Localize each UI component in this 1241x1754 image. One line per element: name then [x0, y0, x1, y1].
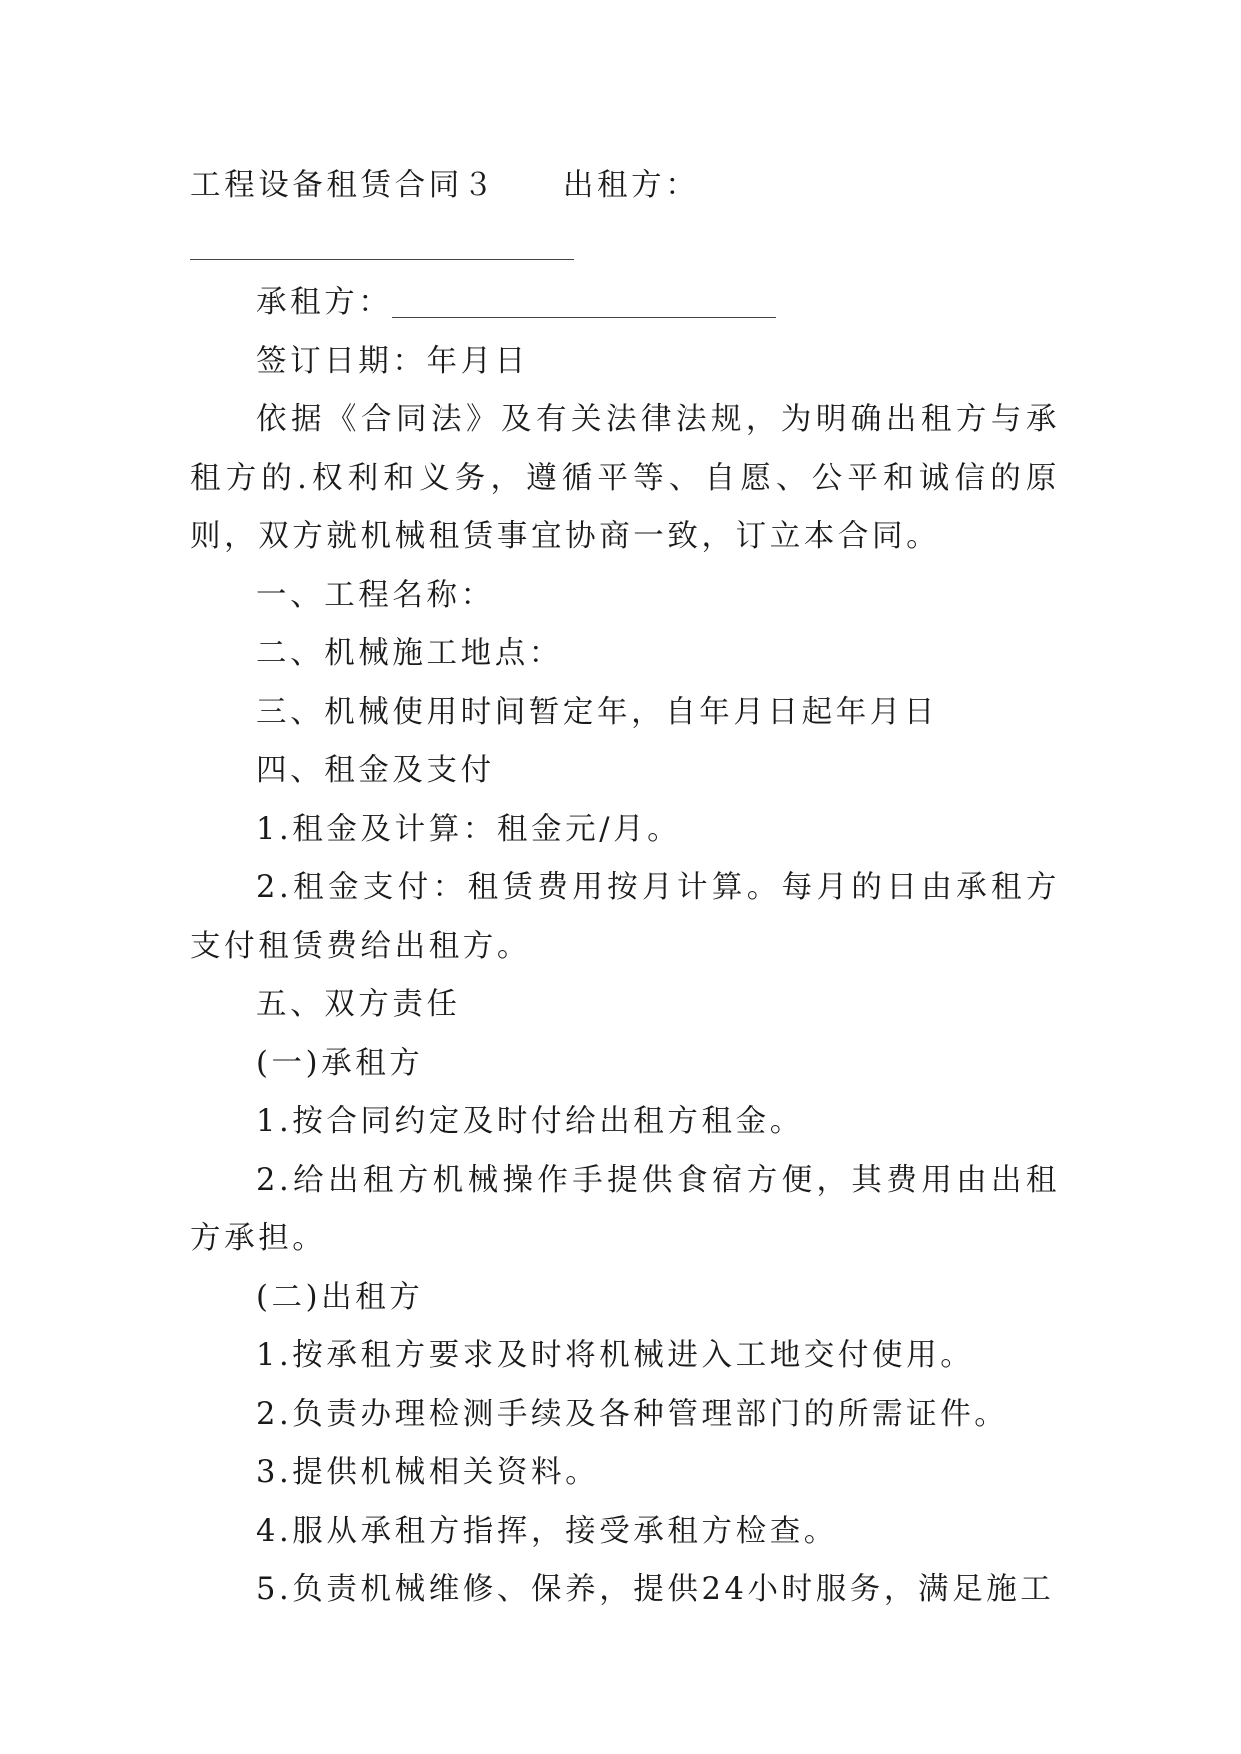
sign-date: 签订日期：年月日	[256, 343, 529, 379]
paragraph: (二)出租方	[256, 1279, 424, 1315]
lessor-blank[interactable]	[190, 258, 574, 260]
paragraph: 5.负责机械维修、保养，提供24小时服务，满足施工	[256, 1572, 1055, 1607]
paragraph: 3.提供机械相关资料。	[256, 1455, 600, 1490]
paragraph: 4.服从承租方指挥，接受承租方检查。	[256, 1513, 838, 1549]
paragraph: 1.按承租方要求及时将机械进入工地交付使用。	[256, 1338, 975, 1373]
lessee-line	[190, 274, 1060, 333]
paragraph: 四、租金及支付	[256, 753, 495, 788]
paragraph: 2.负责办理检测手续及各种管理部门的所需证件。	[256, 1396, 1009, 1432]
paragraph: (一)承租方	[256, 1045, 424, 1081]
paragraph: 1.按合同约定及时付给出租方租金。	[256, 1104, 804, 1139]
paragraph: 2.租金支付：租赁费用按月计算。每月的日由承租方支付租赁费给出租方。	[190, 870, 1060, 964]
paragraph: 2.给出租方机械操作手提供食宿方便，其费用由出租方承担。	[190, 1162, 1060, 1256]
paragraph: 一、工程名称：	[256, 577, 495, 613]
lessor-label: 出租方：	[562, 168, 700, 203]
lessee-blank[interactable]	[392, 316, 776, 318]
lessee-label: 承租方：	[256, 285, 393, 320]
paragraph: 三、机械使用时间暂定年，自年月日起年月日	[256, 694, 938, 730]
document-body	[190, 157, 1060, 1620]
paragraph: 五、双方责任	[256, 987, 461, 1022]
paragraph: 1.租金及计算：租金元/月。	[256, 811, 682, 847]
title-line	[190, 157, 1060, 274]
paragraph: 依据《合同法》及有关法律法规，为明确出租方与承租方的.权利和义务，遵循平等、自愿、公平和诚信的原则，双方就机械租赁事宜协商一致，订立本合同。	[190, 402, 1060, 554]
paragraph: 二、机械施工地点：	[256, 636, 563, 671]
document-title: 工程设备租赁合同３	[190, 168, 497, 203]
